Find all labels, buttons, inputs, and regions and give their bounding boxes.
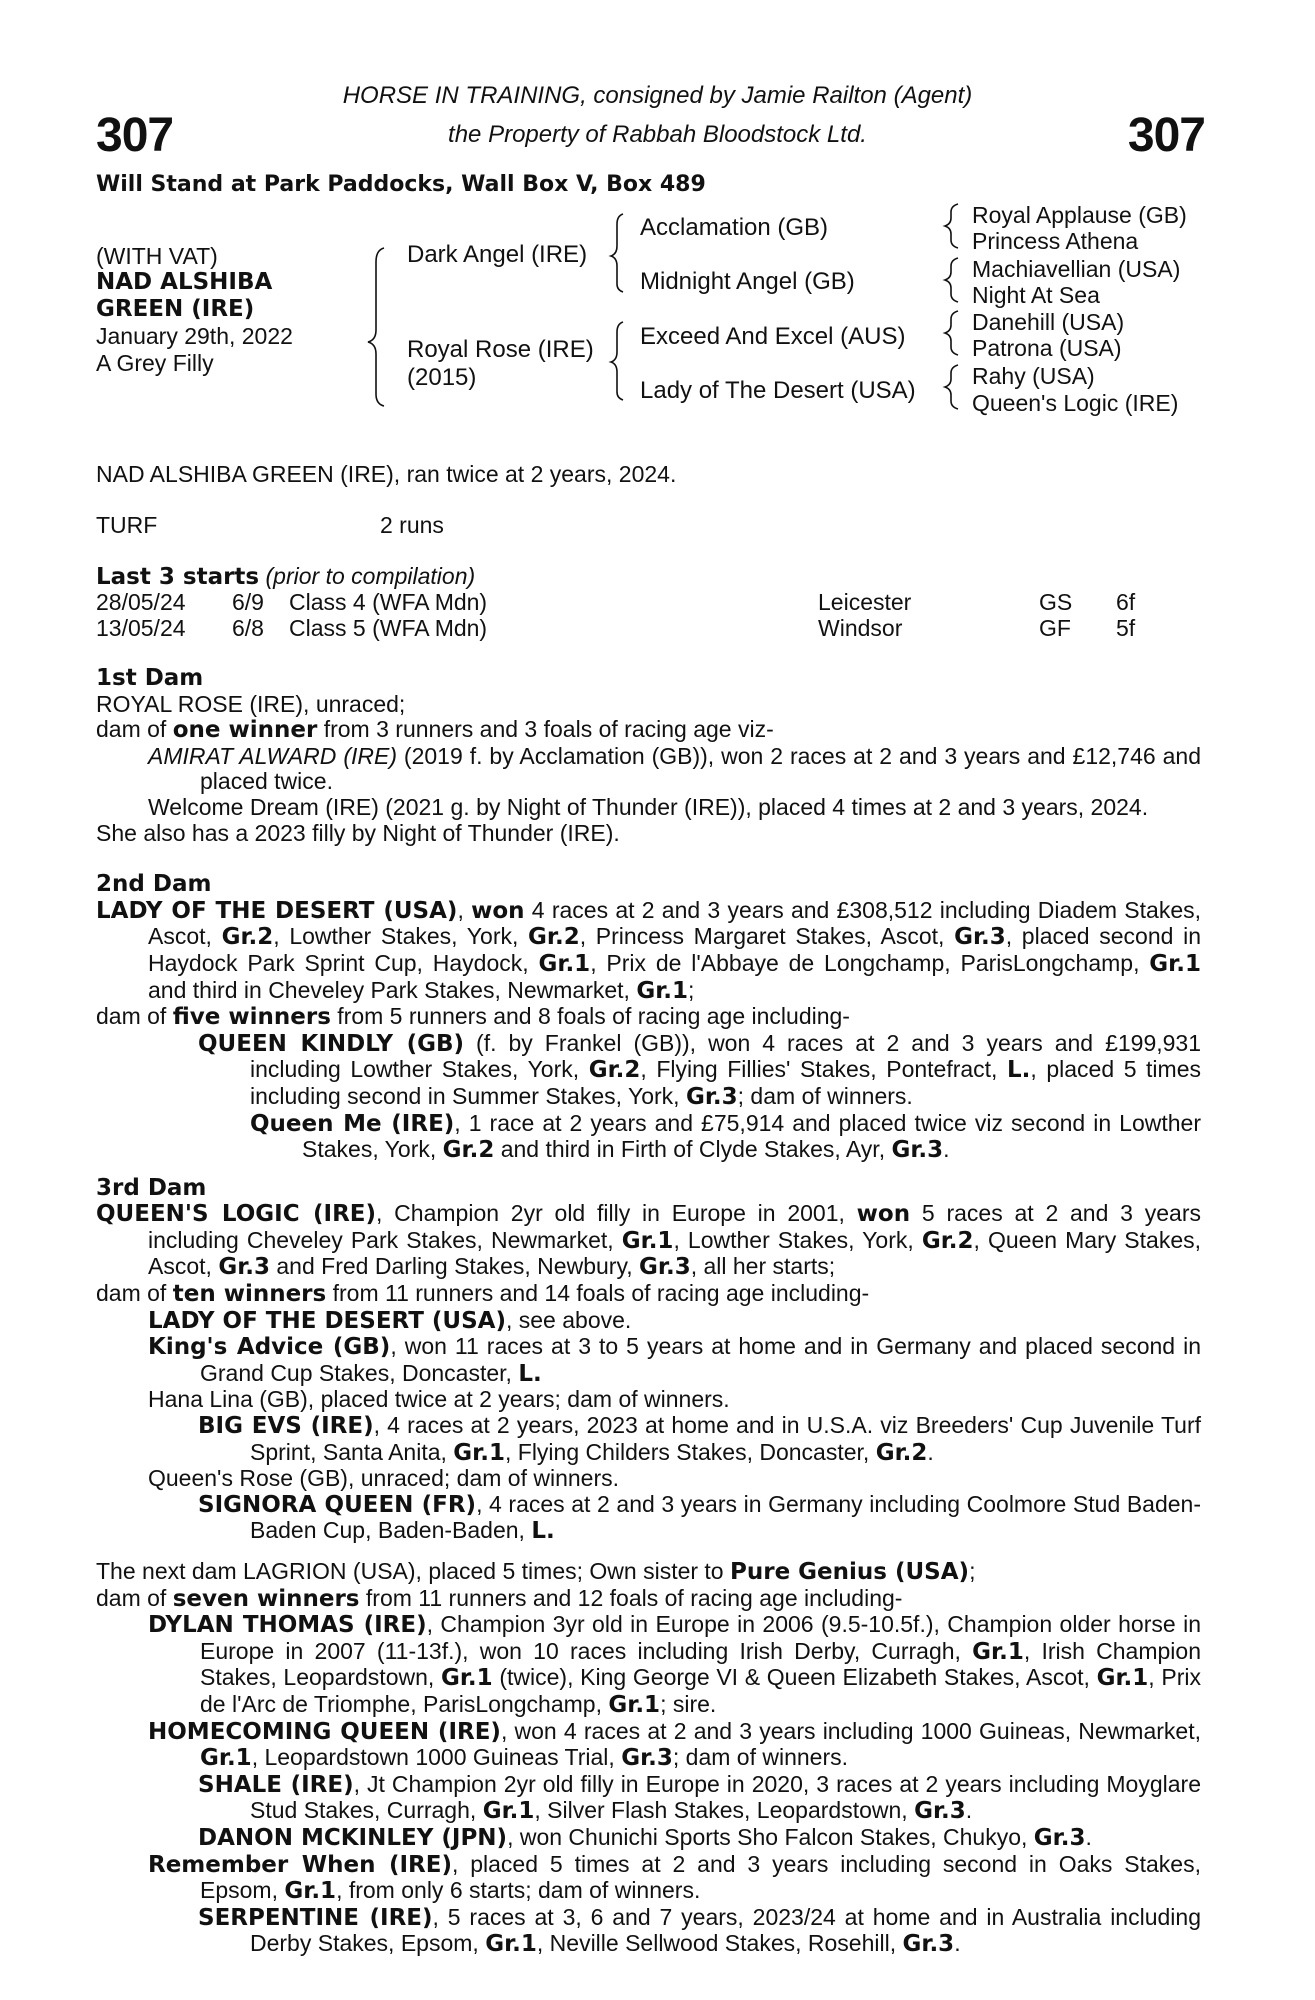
next-dam-grandfoal-2: DANON MCKINLEY (JPN), won Chunichi Sports Sho Falcon Stakes, Chukyo, Gr.3.	[198, 1823, 1092, 1851]
second-dam-heading: 2nd Dam	[96, 871, 212, 898]
ggp-6: Patrona (USA)	[972, 335, 1122, 361]
first-dam-heading: 1st Dam	[96, 665, 204, 691]
race-summary: NAD ALSHIBA GREEN (IRE), ran twice at 2 years, 2024.	[96, 461, 677, 487]
property-line: the Property of Rabbah Bloodstock Ltd.	[448, 121, 867, 148]
third-dam-heading: 3rd Dam	[96, 1174, 207, 1201]
third-dam-foal-3: Hana Lina (GB), placed twice at 2 years; dam of winners.	[148, 1386, 730, 1413]
next-dam-foal-2: HOMECOMING QUEEN (IRE), won 4 races at 2 and 3 years including 1000 Guineas, Newmarket, Gr.1, Leopardstown 1000 Guineas Trial, Gr.3; dam of winners.	[148, 1717, 1201, 1772]
start-row-2-dist: 5f	[1116, 615, 1136, 641]
stand-location: Will Stand at Park Paddocks, Wall Box V, Box 489	[96, 172, 706, 197]
third-dam-record: QUEEN'S LOGIC (IRE), Champion 2yr old filly in Europe in 2001, won 5 races at 2 and 3 years including Cheveley Park Stakes, Newmarket, Gr.1, Lowther Stakes, York, Gr.2, Queen Mary Stakes, Ascot, Gr.3 and Fred Darling Stakes, Newbury, Gr.3, all her starts;	[96, 1200, 1202, 1281]
start-row-1-going: GS	[1039, 589, 1073, 615]
next-dam-foal-1: DYLAN THOMAS (IRE), Champion 3yr old in Europe in 2006 (9.5-10.5f.), Champion older horse in Europe in 2007 (11-13f.), won 10 races including Irish Derby, Curragh, Gr.1, Irish Champion Stakes, Leopardstown, Gr.1 (twice), King George VI & Queen Elizabeth Stakes, Ascot, Gr.1, Prix de l'Arc de Triomphe, ParisLongchamp, Gr.1; sire.	[148, 1611, 1201, 1718]
horse-name-line1: NAD ALSHIBA	[96, 269, 273, 295]
start-row-2-race: Class 5 (WFA Mdn)	[289, 615, 488, 641]
third-dam-produce: dam of ten winners from 11 runners and 14 foals of racing age including-	[96, 1280, 870, 1308]
third-dam-foal-1: LADY OF THE DESERT (USA), see above.	[148, 1306, 632, 1334]
third-dam-foal-2: King's Advice (GB), won 11 races at 3 to 5 years at home and in Germany and placed second in Grand Cup Stakes, Doncaster, L.	[148, 1333, 1201, 1387]
catalogue-body	[96, 666, 1201, 1958]
ggp-2: Princess Athena	[972, 228, 1139, 254]
start-row-2-pos: 6/8	[232, 615, 264, 641]
second-dam-record: LADY OF THE DESERT (USA), won 4 races at 2 and 3 years and £308,512 including Diadem Stakes, Ascot, Gr.2, Lowther Stakes, York, Gr.2, Princess Margaret Stakes, Ascot, Gr.3, placed second in Haydock Park Sprint Cup, Haydock, Gr.1, Prix de l'Abbaye de Longchamp, ParisLongchamp, Gr.1 and third in Cheveley Park Stakes, Newmarket, Gr.1;	[96, 896, 1202, 1004]
second-dam-produce: dam of five winners from 5 runners and 8 foals of racing age including-	[96, 1003, 850, 1031]
start-row-1-date: 28/05/24	[96, 589, 186, 615]
second-dam-foal-1: QUEEN KINDLY (GB) (f. by Frankel (GB)), won 4 races at 2 and 3 years and £199,931 including Lowther Stakes, York, Gr.2, Flying Fillies' Stakes, Pontefract, L., placed 5 times including second in Summer Stakes, York, Gr.3; dam of winners.	[198, 1029, 1202, 1110]
lot-number-right: 307	[1127, 109, 1205, 162]
dam-dam: Lady of The Desert (USA)	[640, 377, 916, 404]
dam-year: (2015)	[407, 364, 477, 391]
start-row-2-course: Windsor	[818, 615, 903, 641]
first-dam-note: She also has a 2023 filly by Night of Thunder (IRE).	[96, 819, 620, 846]
start-row-2-going: GF	[1039, 615, 1071, 641]
first-dam-produce: dam of one winner from 3 runners and 3 foals of racing age viz-	[96, 716, 774, 744]
sire-dam: Midnight Angel (GB)	[640, 268, 855, 295]
ggp-8: Queen's Logic (IRE)	[972, 390, 1179, 416]
second-dam-grandfoal-1: Queen Me (IRE), 1 race at 2 years and £75,914 and placed twice viz second in Lowther Stakes, York, Gr.2 and third in Firth of Clyde Stakes, Ayr, Gr.3.	[250, 1109, 1201, 1164]
horse-description: A Grey Filly	[96, 350, 214, 376]
next-dam-produce: dam of seven winners from 11 runners and 12 foals of racing age including-	[96, 1584, 903, 1612]
dam-sire: Exceed And Excel (AUS)	[640, 323, 906, 350]
third-dam-grandfoal-2: SIGNORA QUEEN (FR), 4 races at 2 and 3 years in Germany including Coolmore Stud Baden-Baden Cup, Baden-Baden, L.	[198, 1490, 1201, 1545]
first-dam-line: ROYAL ROSE (IRE), unraced;	[96, 690, 406, 717]
next-dam-record: The next dam LAGRION (USA), placed 5 times; Own sister to Pure Genius (USA);	[96, 1558, 976, 1585]
start-row-2-date: 13/05/24	[96, 615, 186, 641]
sire: Dark Angel (IRE)	[407, 241, 588, 268]
vat-label: (WITH VAT)	[96, 243, 218, 269]
third-dam-grandfoal-1: BIG EVS (IRE), 4 races at 2 years, 2023 at home and in U.S.A. viz Breeders' Cup Juvenile Turf Sprint, Santa Anita, Gr.1, Flying Childers Stakes, Doncaster, Gr.2.	[198, 1412, 1201, 1466]
third-dam-foal-4: Queen's Rose (GB), unraced; dam of winners.	[148, 1465, 619, 1492]
turf-runs: 2 runs	[380, 512, 444, 538]
turf-label: TURF	[96, 512, 158, 538]
sire-sire: Acclamation (GB)	[640, 214, 829, 241]
last-starts-heading	[96, 564, 475, 591]
last-starts-note: (prior to compilation)	[265, 563, 476, 589]
start-row-1-pos: 6/9	[232, 589, 264, 615]
consignor-line: HORSE IN TRAINING, consigned by Jamie Railton (Agent)	[342, 82, 973, 109]
ggp-7: Rahy (USA)	[972, 363, 1095, 389]
dam: Royal Rose (IRE)	[407, 336, 594, 363]
lot-number-left: 307	[96, 109, 174, 162]
last-starts-title: Last 3 starts	[96, 564, 260, 590]
start-row-1-course: Leicester	[818, 589, 912, 615]
ggp-4: Night At Sea	[972, 282, 1100, 308]
next-dam-grandfoal-3: SERPENTINE (IRE), 5 races at 3, 6 and 7 years, 2023/24 at home and in Australia including Derby Stakes, Epsom, Gr.1, Neville Sellwood Stakes, Rosehill, Gr.3.	[198, 1903, 1201, 1958]
first-dam-foal-2: Welcome Dream (IRE) (2021 g. by Night of Thunder (IRE)), placed 4 times at 2 and 3 years, 2024.	[148, 793, 1149, 820]
ggp-5: Danehill (USA)	[972, 309, 1125, 335]
horse-name-line2: GREEN (IRE)	[96, 296, 255, 322]
next-dam-foal-3: Remember When (IRE), placed 5 times at 2 and 3 years including second in Oaks Stakes, Epsom, Gr.1, from only 6 starts; dam of winners.	[148, 1850, 1201, 1905]
ggp-1: Royal Applause (GB)	[972, 202, 1187, 228]
start-row-1-dist: 6f	[1116, 589, 1136, 615]
first-dam-foal-1: AMIRAT ALWARD (IRE) (2019 f. by Acclamation (GB)), won 2 races at 2 and 3 years and £12,746 and placed twice.	[148, 742, 1201, 795]
next-dam-grandfoal-1: SHALE (IRE), Jt Champion 2yr old filly in Europe in 2020, 3 races at 2 years including Moyglare Stud Stakes, Curragh, Gr.1, Silver Flash Stakes, Leopardstown, Gr.3.	[198, 1770, 1201, 1825]
start-row-1-race: Class 4 (WFA Mdn)	[289, 589, 488, 615]
ggp-3: Machiavellian (USA)	[972, 256, 1181, 282]
foaling-date: January 29th, 2022	[96, 323, 293, 349]
